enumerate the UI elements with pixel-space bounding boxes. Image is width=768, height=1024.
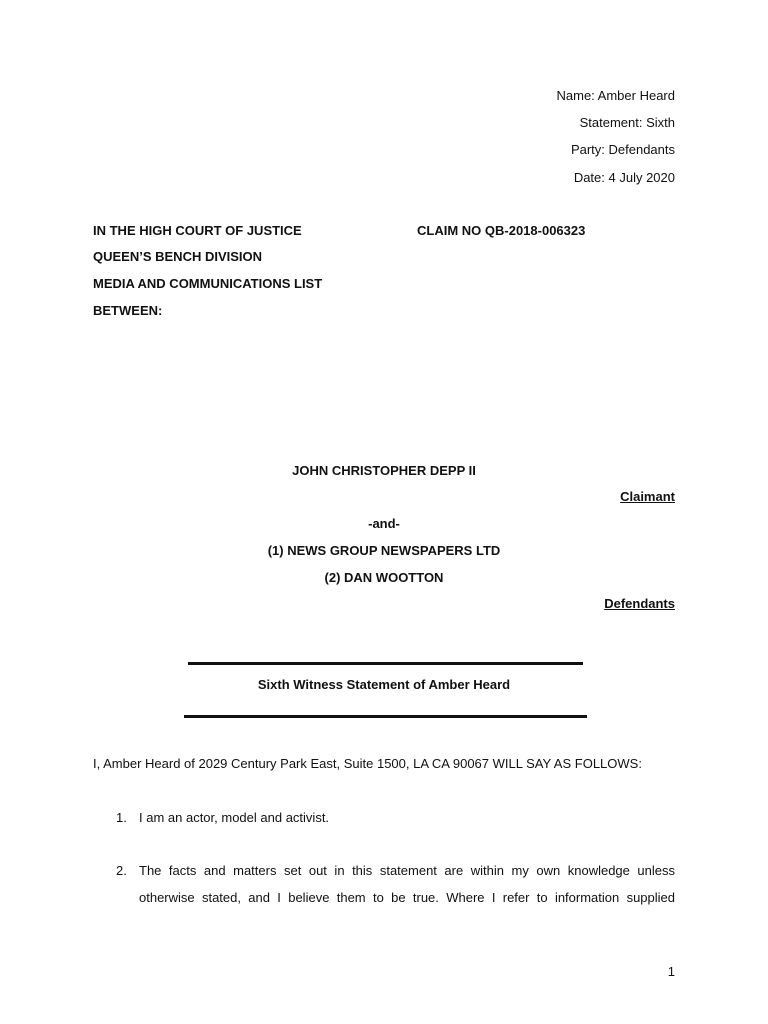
paragraph-text-line-1: The facts and matters set out in this statement are within my own knowledge unless — [139, 863, 675, 878]
claimant-name: JOHN CHRISTOPHER DEPP II — [292, 463, 476, 478]
paragraph-text: I am an actor, model and activist. — [139, 810, 330, 825]
paragraph-text-line-2: otherwise stated, and I believe them to be true. Where I refer to information supplied — [139, 890, 675, 905]
intro-statement: I, Amber Heard of 2029 Century Park East, Suite 1500, LA CA 90067 WILL SAY AS FOLLOWS: — [93, 756, 642, 771]
statement-number: Statement: Sixth — [579, 115, 675, 130]
paragraph-number: 2. — [116, 863, 127, 878]
title-rule-top — [188, 662, 583, 665]
claim-number: CLAIM NO QB-2018-006323 — [417, 223, 586, 238]
court-division: QUEEN’S BENCH DIVISION — [93, 249, 263, 264]
defendant-2: (2) DAN WOOTTON — [324, 570, 444, 585]
party: Party: Defendants — [570, 142, 675, 157]
document-title: Sixth Witness Statement of Amber Heard — [257, 677, 511, 692]
witness-name: Name: Amber Heard — [556, 88, 675, 103]
defendants-label: Defendants — [604, 596, 675, 611]
court-name: IN THE HIGH COURT OF JUSTICE — [93, 223, 302, 238]
claimant-label: Claimant — [620, 489, 675, 504]
page-number: 1 — [667, 964, 675, 979]
title-rule-bottom — [184, 715, 587, 718]
defendant-1: (1) NEWS GROUP NEWSPAPERS LTD — [267, 543, 501, 558]
and-separator: -and- — [368, 516, 400, 531]
between-label: BETWEEN: — [93, 303, 163, 318]
statement-date: Date: 4 July 2020 — [573, 170, 675, 185]
paragraph-number: 1. — [116, 810, 127, 825]
court-list: MEDIA AND COMMUNICATIONS LIST — [93, 276, 323, 291]
